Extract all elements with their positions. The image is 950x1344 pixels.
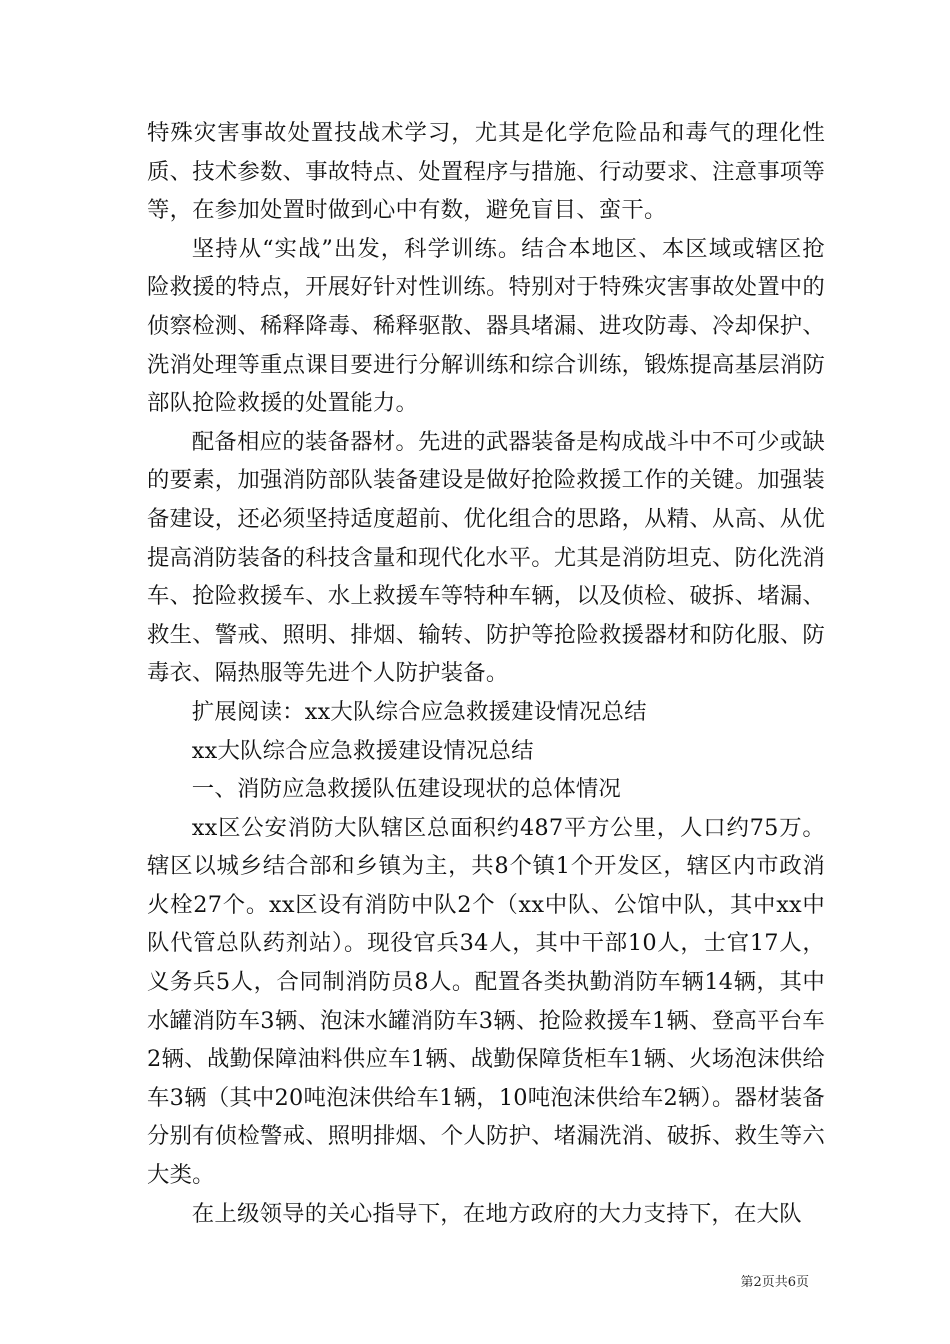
paragraph-8: 在上级领导的关心指导下，在地方政府的大力支持下，在大队 bbox=[191, 1200, 802, 1227]
paragraph-4: 扩展阅读：xx大队综合应急救援建设情况总结 bbox=[191, 698, 647, 725]
document-body bbox=[147, 114, 825, 1233]
page-number: 第2页共6页 bbox=[740, 1275, 809, 1290]
paragraph-1: 特殊灾害事故处置技战术学习，尤其是化学危险品和毒气的理化性质、技术参数、事故特点、处置程序与措施、行动要求、注意事项等等，在参加处置时做到心中有数，避免盲目、蛮干。 bbox=[147, 120, 825, 224]
paragraph-2: 坚持从“实战”出发，科学训练。结合本地区、本区域或辖区抢险救援的特点，开展好针对性训练。特别对于特殊灾害事故处置中的侦察检测、稀释降毒、稀释驱散、器具堵漏、进攻防毒、冷却保护、洗消处理等重点课目要进行分解训练和综合训练，锻炼提高基层消防部队抢险救援的处置能力。 bbox=[147, 235, 825, 417]
paragraph-3: 配备相应的装备器材。先进的武器装备是构成战斗中不可少或缺的要素，加强消防部队装备建设是做好抢险救援工作的关键。加强装备建设，还必须坚持适度超前、优化组合的思路，从精、从高、从优提高消防装备的科技含量和现代化水平。尤其是消防坦克、防化洗消车、抢险救援车、水上救援车等特种车辆，以及侦检、破拆、堵漏、救生、警戒、照明、排烟、输转、防护等抢险救援器材和防化服、防毒衣、隔热服等先进个人防护装备。 bbox=[147, 428, 825, 687]
paragraph-5: xx大队综合应急救援建设情况总结 bbox=[191, 737, 534, 764]
section-heading: 一、消防应急救援队伍建设现状的总体情况 bbox=[191, 776, 622, 803]
paragraph-7: xx区公安消防大队辖区总面积约487平方公里，人口约75万。辖区以城乡结合部和乡镇为主，共8个镇1个开发区，辖区内市政消火栓27个。xx区设有消防中队2个（xx中队、公馆中队，其中xx中队代管总队药剂站）。现役官兵34人，其中干部10人，士官17人，义务兵5人，合同制消防员8人。配置各类执勤消防车辆14辆，其中水罐消防车3辆、泡沫水罐消防车3辆、抢险救援车1辆、登高平台车2辆、战勤保障油料供应车1辆、战勤保障货柜车1辆、火场泡沫供给车3辆（其中20吨泡沫供给车1辆，10吨泡沫供给车2辆）。器材装备分别有侦检警戒、照明排烟、个人防护、堵漏洗消、破拆、救生等六大类。 bbox=[147, 814, 825, 1189]
